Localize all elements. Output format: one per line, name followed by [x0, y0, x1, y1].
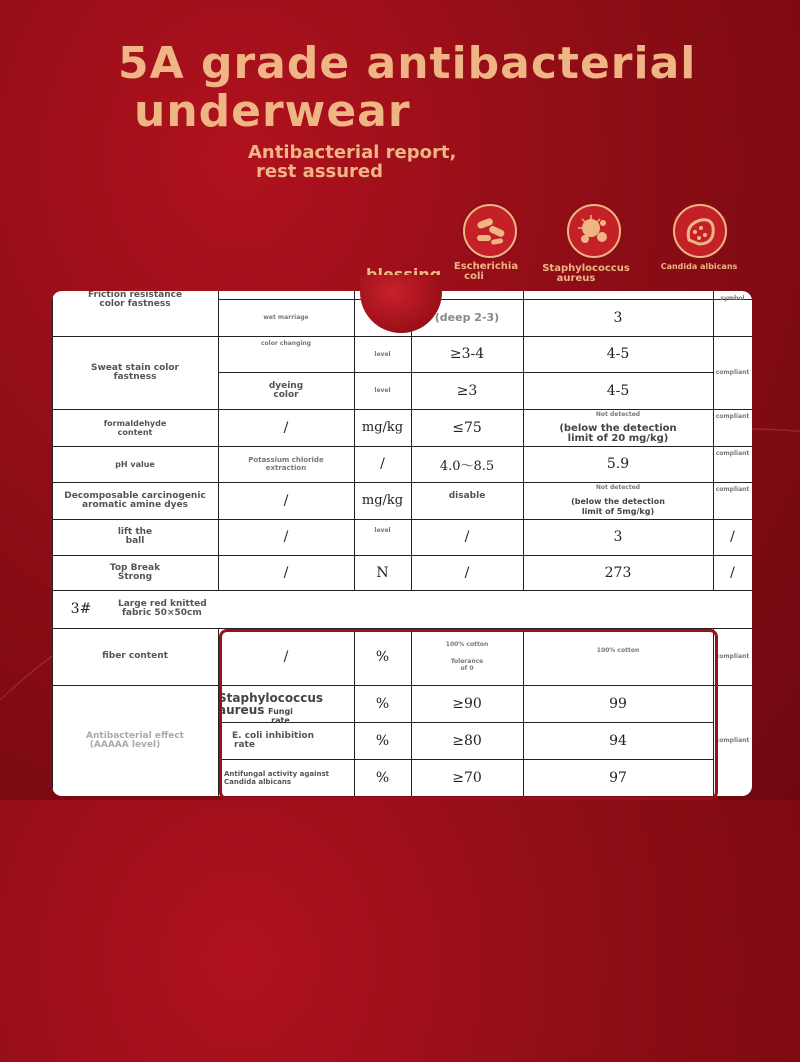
subtitle — [248, 143, 456, 181]
staph-method-line2: aureus — [218, 702, 265, 717]
candida-fungus-icon — [673, 204, 727, 258]
sweat-method-2-line2: color — [273, 389, 299, 400]
section-desc-line1: Large red knitted — [118, 599, 207, 609]
ph-method-line2: extraction — [265, 464, 307, 472]
amine-method: / — [283, 492, 289, 509]
ecoli-value: 94 — [609, 732, 627, 749]
amine-unit: mg/kg — [361, 493, 404, 508]
candida-req: ≥70 — [452, 769, 482, 786]
amine-value-line2: limit of 5mg/kg) — [581, 507, 655, 516]
pill-method: / — [283, 529, 289, 545]
formaldehyde-item-line2: content — [117, 427, 153, 437]
sweat-result: compliant — [715, 369, 750, 376]
column-label-staphylococcus-bottom: aureus — [556, 273, 596, 284]
candida-unit: % — [375, 769, 390, 786]
break-result: / — [730, 564, 735, 581]
ph-item: pH value — [115, 459, 155, 469]
fiber-item: fiber content — [102, 651, 168, 661]
ecoli-method-line2: rate — [234, 739, 255, 750]
section-desc-line2: fabric 50×50cm — [122, 608, 202, 618]
candida-value: 97 — [609, 769, 627, 786]
pill-result: / — [730, 529, 735, 545]
sweat-unit-2: level — [374, 387, 391, 394]
amine-item — [52, 482, 218, 519]
sweat-req-1: ≥3-4 — [449, 346, 485, 362]
ph-result: compliant — [715, 449, 750, 457]
formaldehyde-unit: mg/kg — [361, 420, 404, 435]
antibacterial-result: compliant — [715, 737, 750, 744]
friction-item — [52, 291, 218, 316]
candida-method-line2: Candida albicans — [224, 777, 291, 786]
candida-method-line1: Antifungal activity against — [224, 769, 330, 778]
formaldehyde-item-line1: formaldehyde — [103, 418, 167, 428]
amine-item-line2: aromatic amine dyes — [82, 499, 188, 510]
sweat-method-2 — [218, 372, 354, 409]
fiber-method: / — [283, 648, 289, 665]
pill-item-line1: lift the — [117, 527, 153, 537]
formaldehyde-method: / — [283, 419, 289, 436]
fiber-req-line3: of 0 — [460, 665, 474, 672]
page-title — [118, 40, 696, 136]
staph-unit: % — [375, 695, 390, 712]
ecoli-unit: % — [375, 732, 390, 749]
sweat-method-1: color changing — [261, 340, 311, 347]
highlight-box — [219, 629, 718, 800]
break-item-line2: Strong — [117, 571, 153, 582]
antibacterial-item — [52, 685, 218, 796]
fiber-unit: % — [375, 648, 390, 665]
break-req: / — [464, 564, 470, 581]
column-label-e-coli-bottom: coli — [464, 271, 484, 282]
staph-method-extra-1: Fungi — [268, 707, 293, 716]
amine-value — [523, 482, 713, 519]
formaldehyde-value — [523, 409, 713, 446]
sweat-req-2: ≥3 — [456, 382, 478, 399]
subtitle-line-2: rest assured — [256, 161, 384, 182]
fiber-value: 100% cotton — [596, 647, 640, 654]
column-label-e-coli-top: Escherichia — [453, 261, 519, 272]
sweat-value-2: 4-5 — [606, 382, 630, 399]
ecoli-req: ≥80 — [452, 732, 482, 749]
e-coli-bacteria-icon — [463, 204, 517, 258]
formaldehyde-value-line2: limit of 20 mg/kg) — [567, 433, 669, 444]
staph-method-line1: Staphylococcus — [218, 690, 324, 705]
subtitle-line-1: Antibacterial report, — [248, 142, 457, 163]
amine-result: compliant — [715, 485, 750, 493]
ph-unit: / — [380, 456, 385, 472]
staph-req: ≥90 — [452, 695, 482, 712]
section-description — [118, 590, 228, 628]
pill-req: / — [464, 529, 470, 545]
pill-item — [52, 519, 218, 555]
formaldehyde-value-line1: (below the detection — [559, 423, 677, 434]
formaldehyde-value-top: Not detected — [595, 411, 641, 418]
amine-value-top: Not detected — [595, 484, 641, 491]
staph-method-extra-2: rate — [271, 716, 290, 725]
formaldehyde-item — [52, 409, 218, 446]
friction-method: wet marriage — [263, 314, 309, 321]
sweat-unit-1: level — [374, 350, 391, 358]
column-label-candida: Candida albicans — [660, 262, 738, 271]
title-line-2: underwear — [134, 86, 411, 137]
amine-value-line1: (below the detection — [571, 497, 665, 506]
sweat-value-1: 4-5 — [606, 346, 630, 362]
pill-item-line2: ball — [125, 536, 145, 546]
break-item — [52, 555, 218, 590]
friction-item-line1: Friction resistance — [87, 291, 183, 300]
formaldehyde-req: ≤75 — [452, 419, 482, 436]
break-unit: N — [376, 564, 389, 581]
column-label-staphylococcus — [536, 264, 636, 284]
column-label-e-coli — [452, 262, 520, 282]
amine-req: disable — [448, 491, 486, 501]
antibacterial-item-line2: (AAAAA level) — [89, 739, 161, 750]
fiber-req-line2: Tolerance — [450, 658, 484, 665]
friction-result: symbol — [720, 294, 745, 302]
column-label-staphylococcus-top: Staphylococcus — [542, 263, 630, 274]
sweat-item — [52, 336, 218, 409]
staphylococcus-cluster-icon — [567, 204, 621, 258]
friction-requirement: (deep 2-3) — [434, 311, 500, 324]
sweat-method-2-line1: dyeing — [268, 380, 304, 391]
break-method: / — [283, 564, 289, 581]
ph-method — [218, 446, 354, 482]
amine-item-line1: Decomposable carcinogenic — [64, 490, 206, 501]
sweat-item-line1: Sweat stain color — [91, 362, 179, 373]
title-line-1: 5A grade antibacterial — [118, 38, 697, 89]
ph-req: 4.0～8.5 — [439, 458, 495, 474]
sweat-item-line2: fastness — [113, 371, 157, 382]
staph-value: 99 — [609, 695, 627, 712]
pill-value: 3 — [613, 529, 623, 545]
ecoli-method-line1: E. coli inhibition — [232, 730, 315, 741]
antibacterial-item-line1: Antibacterial effect — [86, 730, 184, 741]
section-number: 3# — [70, 601, 92, 617]
fiber-result: compliant — [715, 653, 750, 660]
ph-value: 5.9 — [606, 456, 630, 472]
ph-method-line1: Potassium chloride — [248, 456, 324, 464]
break-value: 273 — [604, 564, 632, 581]
pill-unit: level — [374, 527, 391, 534]
formaldehyde-result: compliant — [715, 412, 750, 420]
friction-item-line2: color fastness — [99, 299, 171, 309]
break-item-line1: Top Break — [109, 562, 161, 573]
fiber-req-line1: 100% cotton — [445, 641, 489, 648]
friction-value: 3 — [613, 309, 623, 326]
